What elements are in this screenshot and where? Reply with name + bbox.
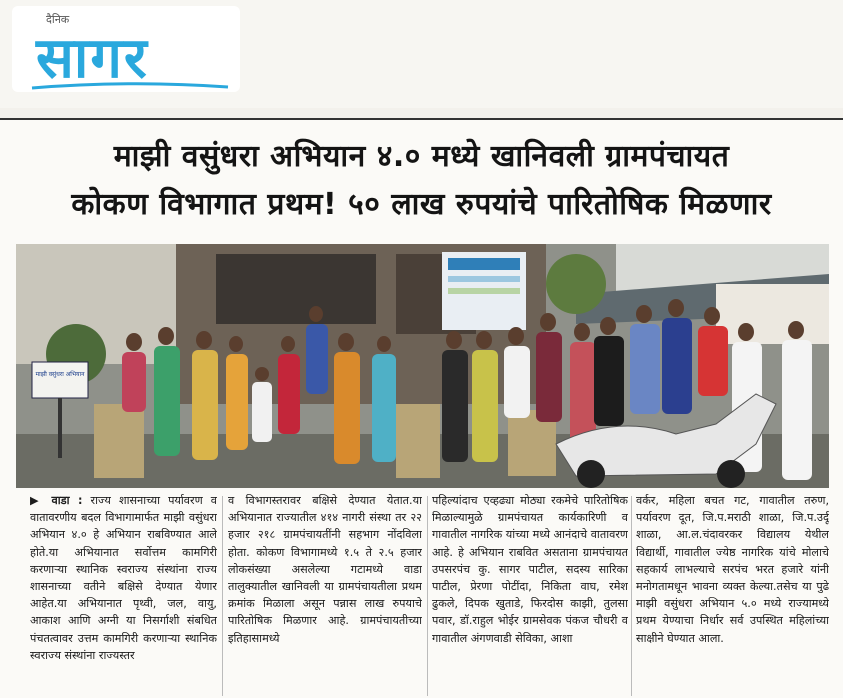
- newspaper-logo: [12, 6, 240, 92]
- article-body: [16, 492, 829, 698]
- column-divider: [631, 496, 632, 696]
- column-1-text: राज्य शासनाच्या पर्यावरण व वातावरणीय बदल विभागामार्फत माझी वसुंधरा अभियान ४.० हे अभियान राबविण्यात आले होते.या अभियानात सर्वोत्तम कामगिरी करणाऱ्या स्थानिक स्वराज्य संस्थांना राज्य शासनाच्या वतीने बक्षिसे देण्यात येणार आहेत.या अभियानात पृथ्वी, जल, वायु, आकाश आणि अग्नी या निसर्गाशी संबधित पंचतत्वावर उत्तम कामगिरी करणाऱ्या स्थानिक स्वराज्य संस्थांना राज्यस्तर: [30, 494, 217, 662]
- article-column-3: पहिल्यांदाच एव्हढ्या मोठ्या रकमेचे पारितोषिक मिळाल्यामुळे ग्रामपंचायत कार्यकारिणी व गावातील नागरिक यांच्या मध्ये आनंदाचे वातावरण आहे. हे अभियान राबवित असताना ग्रामपंचायत उपसरपंच कु. सागर पाटील, सदस्य सारिका पाटील, प्रेरणा पोटींदा, निकिता वाघ, रमेश ढुकले, दिपक खुताडे, फिरदोस काझी, तुलसा पवार, डॉ.राहुल भोईर ग्रामसेवक पंकज चौधरी व गावातील अंगणवाडी सेविका, आशा: [432, 494, 628, 645]
- logo-swoosh-icon: [30, 82, 230, 90]
- article-column-1: [30, 492, 217, 698]
- headline-line-2: कोकण विभागात प्रथम! ५० लाख रुपयांचे पारितोषिक मिळणार: [71, 187, 772, 222]
- article-photo: [16, 244, 829, 488]
- photo-sign-text: माझी वसुंधरा अभियान: [35, 371, 85, 378]
- news-article: [0, 118, 843, 698]
- logo-wordmark: सागर: [36, 26, 149, 91]
- article-column-4: वर्कर, महिला बचत गट, गावातील तरुण, पर्यावरण दूत, जि.प.मराठी शाळा, जि.प.उर्दू शाळा, आ.ल.चंदावरकर विद्यालय येथील विद्यार्थी, गावातील ज्येष्ठ नागरिक यांचे मोलाचे सहकार्य लाभल्याचे सरपंच भरत हजारे यांनी मनोगतामधून भावना व्यक्त केल्या.तसेच या पुढे माझी वसुंधरा अभियान ५.० मध्ये राज्यामध्ये प्रथम येण्याचा निर्धार सर्व उपस्थित महिलांच्या साक्षीने घेण्यात आला.: [636, 494, 829, 645]
- headline-line-1: माझी वसुंधरा अभियान ४.० मध्ये खानिवली ग्रामपंचायत: [113, 139, 730, 174]
- newspaper-masthead: [0, 0, 843, 108]
- article-column-2: व विभागस्तरावर बक्षिसे देण्यात येतात.या अभियानात राज्यातील ४१४ नागरी संस्था तर २२ हजार २१८ ग्रामपंचायतींनी सहभाग नोंदविला होता. कोकण विभागामध्ये १.५ ते २.५ हजार लोकसंख्या असलेल्या गटामध्ये वाडा तालुक्यातील खानिवली या ग्रामपंचायतीला प्रथम क्रमांक मिळाला असून पन्नास लाख रुपयाचे पारितोषिक मिळणार आहे. ग्रामपंचायतीच्या इतिहासामध्ये: [228, 494, 422, 645]
- column-divider: [222, 496, 223, 696]
- logo-tagline: दैनिक: [46, 13, 70, 26]
- column-divider: [427, 496, 428, 696]
- dateline: ▶ वाडा :: [30, 494, 83, 507]
